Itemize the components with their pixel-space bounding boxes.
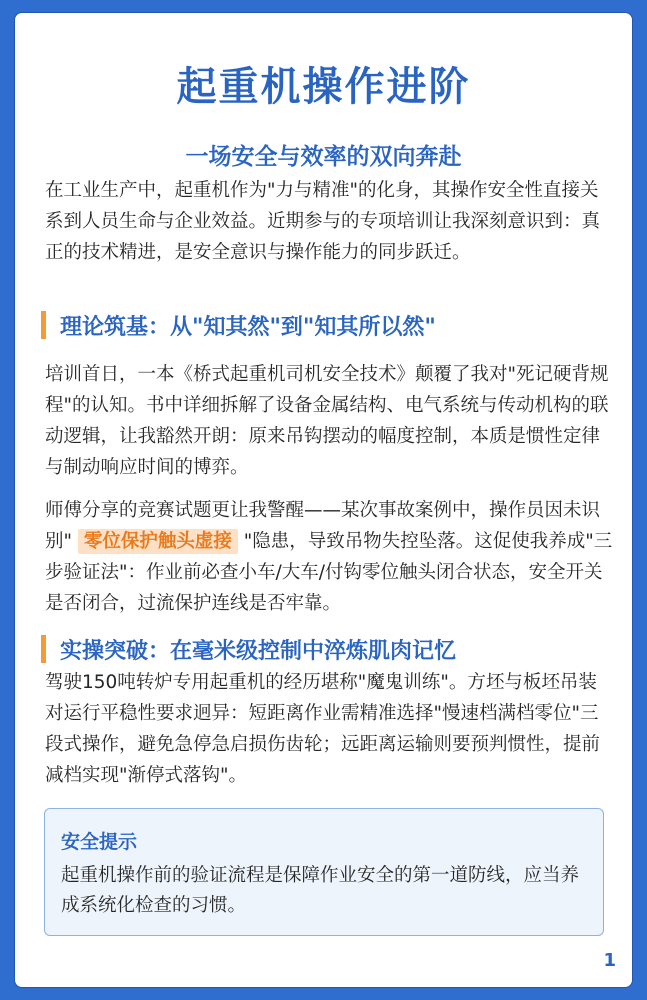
- safety-tip-title: 安全提示: [61, 831, 138, 853]
- page-title: 起重机操作进阶: [176, 64, 471, 110]
- highlight-term: 零位保护触头虚接: [78, 529, 238, 554]
- safety-tip-box: [44, 808, 604, 936]
- section-title: 理论筑基：从"知其然"到"知其所以然": [60, 314, 436, 340]
- paragraph-text: 师傅分享的竞赛试题更让我警醒——某次事故案例中，操作员因未识别": [45, 500, 601, 552]
- section-accent-bar: [41, 635, 46, 663]
- section-heading-practice: [41, 634, 456, 664]
- paragraph-text: "隐患，导致吊物失控坠落。这促使我养成"三步验证法"：作业前必查小车/大车/付钩零位触头闭合状态，安全开关是否闭合，过流保护连线是否牢靠。: [45, 531, 613, 614]
- practice-paragraph: 驾驶150吨转炉专用起重机的经历堪称"魔鬼训练"。方坯与板坯吊装对运行平稳性要求迥异：短距离作业需精准选择"慢速档满档零位"三段式操作，避免急停急启损伤齿轮；远距离运输则要预判惯性，提前减档实现"渐停式落钩"。: [45, 672, 601, 786]
- page-number: 1: [603, 950, 616, 971]
- theory-paragraph-1: 培训首日，一本《桥式起重机司机安全技术》颠覆了我对"死记硬背规程"的认知。书中详细拆解了设备金属结构、电气系统与传动机构的联动逻辑，让我豁然开朗：原来吊钩摆动的幅度控制，本质是惯性定律与制动响应时间的博弈。: [45, 364, 609, 478]
- section-heading-theory: [41, 310, 436, 340]
- page-subtitle: 一场安全与效率的双向奔赴: [185, 144, 462, 170]
- section-title: 实操突破：在毫米级控制中淬炼肌肉记忆: [60, 638, 457, 664]
- article-page: [14, 12, 633, 988]
- safety-tip-text: 起重机操作前的验证流程是保障作业安全的第一道防线，应当养成系统化检查的习惯。: [61, 865, 580, 916]
- theory-paragraph-2: [45, 495, 615, 619]
- section-accent-bar: [41, 311, 46, 339]
- intro-paragraph: 在工业生产中，起重机作为"力与精准"的化身，其操作安全性直接关系到人员生命与企业效益。近期参与的专项培训让我深刻意识到：真正的技术精进，是安全意识与操作能力的同步跃迁。: [45, 180, 601, 263]
